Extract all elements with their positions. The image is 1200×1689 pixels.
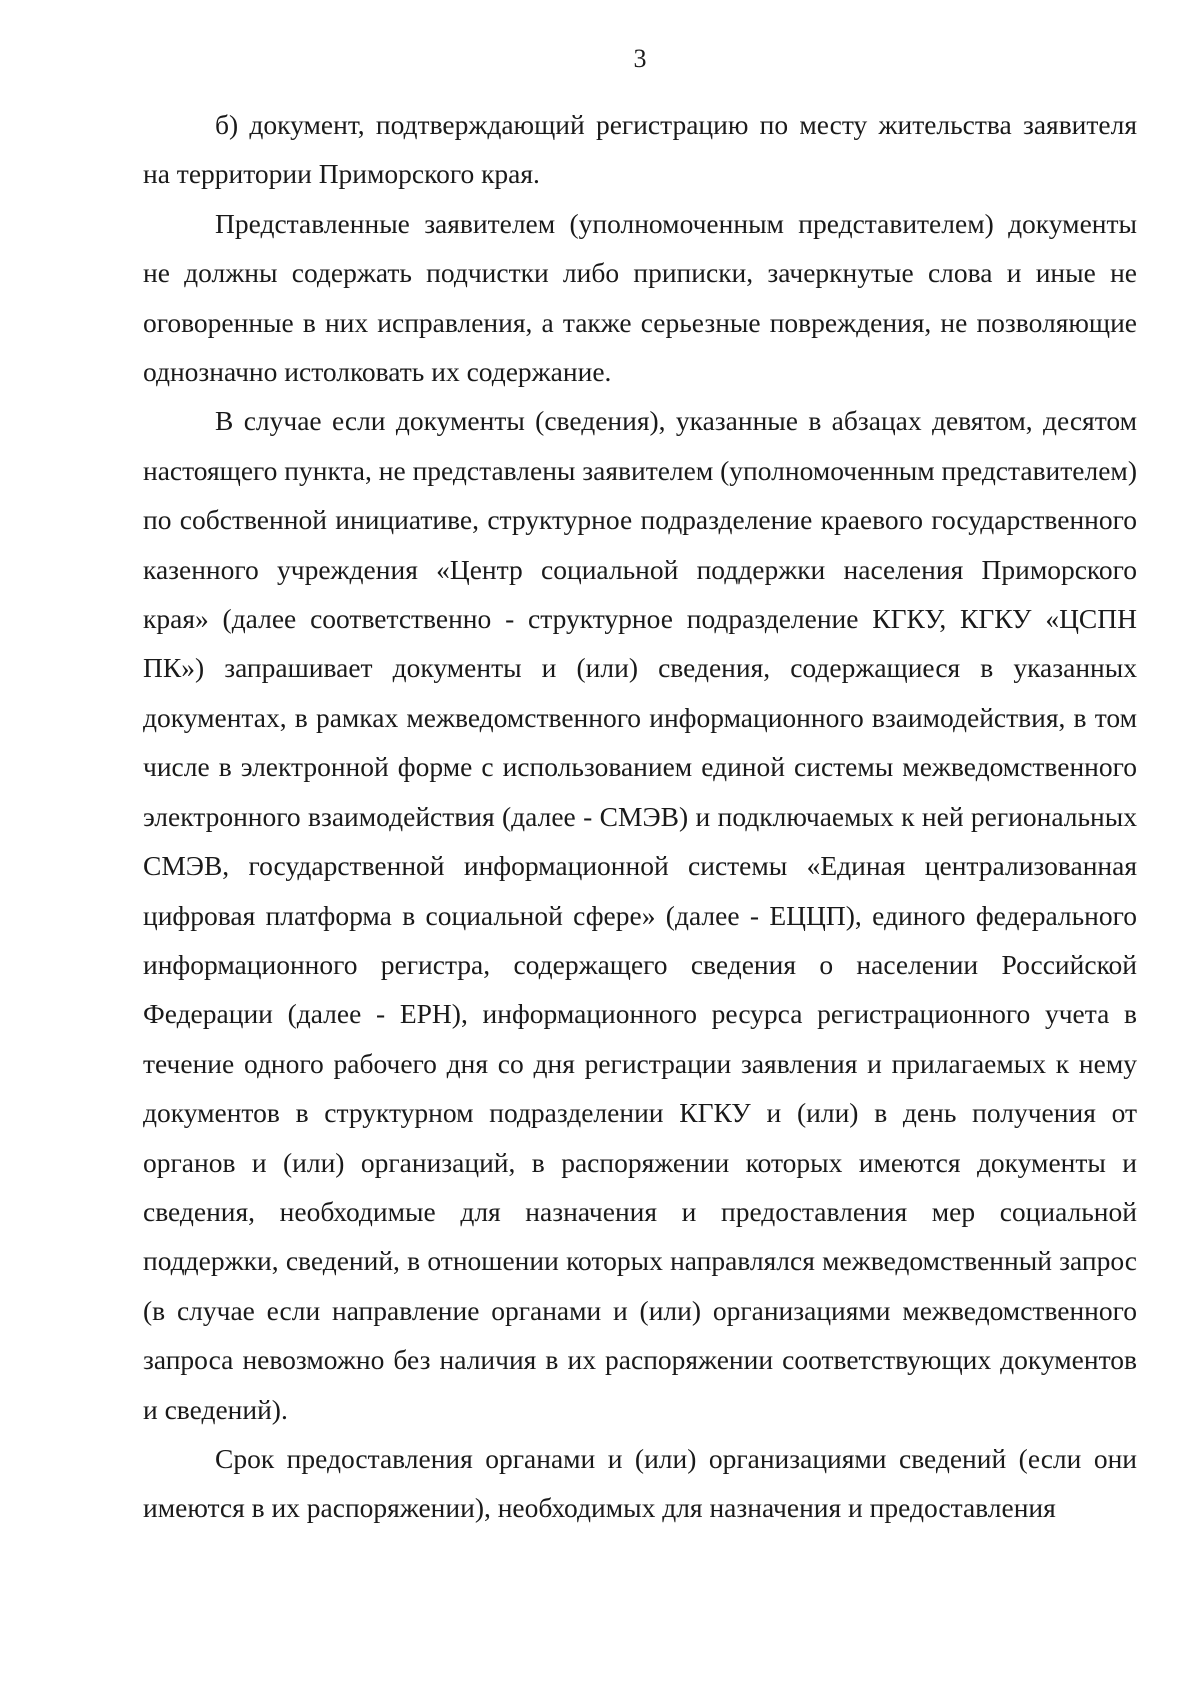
paragraph-document-requirements: Представленные заявителем (уполномоченным представителем) документы не должны содержать подчистки либо приписки, зачеркнутые слова и иные не оговоренные в них исправления, а также серьезные повреждения, не позволяющие однозначно истолковать их содержание. — [143, 207, 1137, 388]
document-body — [143, 100, 1137, 1533]
paragraph-document-registration: б) документ, подтверждающий регистрацию по месту жительства заявителя на территории Приморского края. — [143, 109, 1137, 190]
paragraph-submission-deadline: Срок предоставления органами и (или) организациями сведений (если они имеются в их распоряжении), необходимых для назначения и предоставления — [143, 1442, 1137, 1524]
page-number: 3 — [633, 44, 647, 73]
paragraph-interagency-request: В случае если документы (сведения), указанные в абзацах девятом, десятом настоящего пункта, не представлены заявителем (уполномоченным представителем) по собственной инициативе, структурное подразделение краевого государственного казенного учреждения «Центр социальной поддержки населения Приморского края» (далее соответственно - структурное подразделение КГКУ, КГКУ «ЦСПН ПК») запрашивает документы и (или) сведения, содержащиеся в указанных документах, в рамках межведомственного информационного взаимодействия, в том числе в электронной форме с использованием единой системы межведомственного электронного взаимодействия (далее - СМЭВ) и подключаемых к ней региональных СМЭВ, государственной информационной системы «Единая централизованная цифровая платформа в социальной сфере» (далее - ЕЦЦП), единого федерального информационного регистра, содержащего сведения о населении Российской Федерации (далее - ЕРН), информационного ресурса регистрационного учета в течение одного рабочего дня со дня регистрации заявления и прилагаемых к нему документов в структурном подразделении КГКУ и (или) в день получения от органов и (или) организаций, в распоряжении которых имеются документы и сведения, необходимые для назначения и предоставления мер социальной поддержки, сведений, в отношении которых направлялся межведомственный запрос (в случае если направление органами и (или) организациями межведомственного запроса невозможно без наличия в их распоряжении соответствующих документов и сведений). — [143, 405, 1137, 1425]
